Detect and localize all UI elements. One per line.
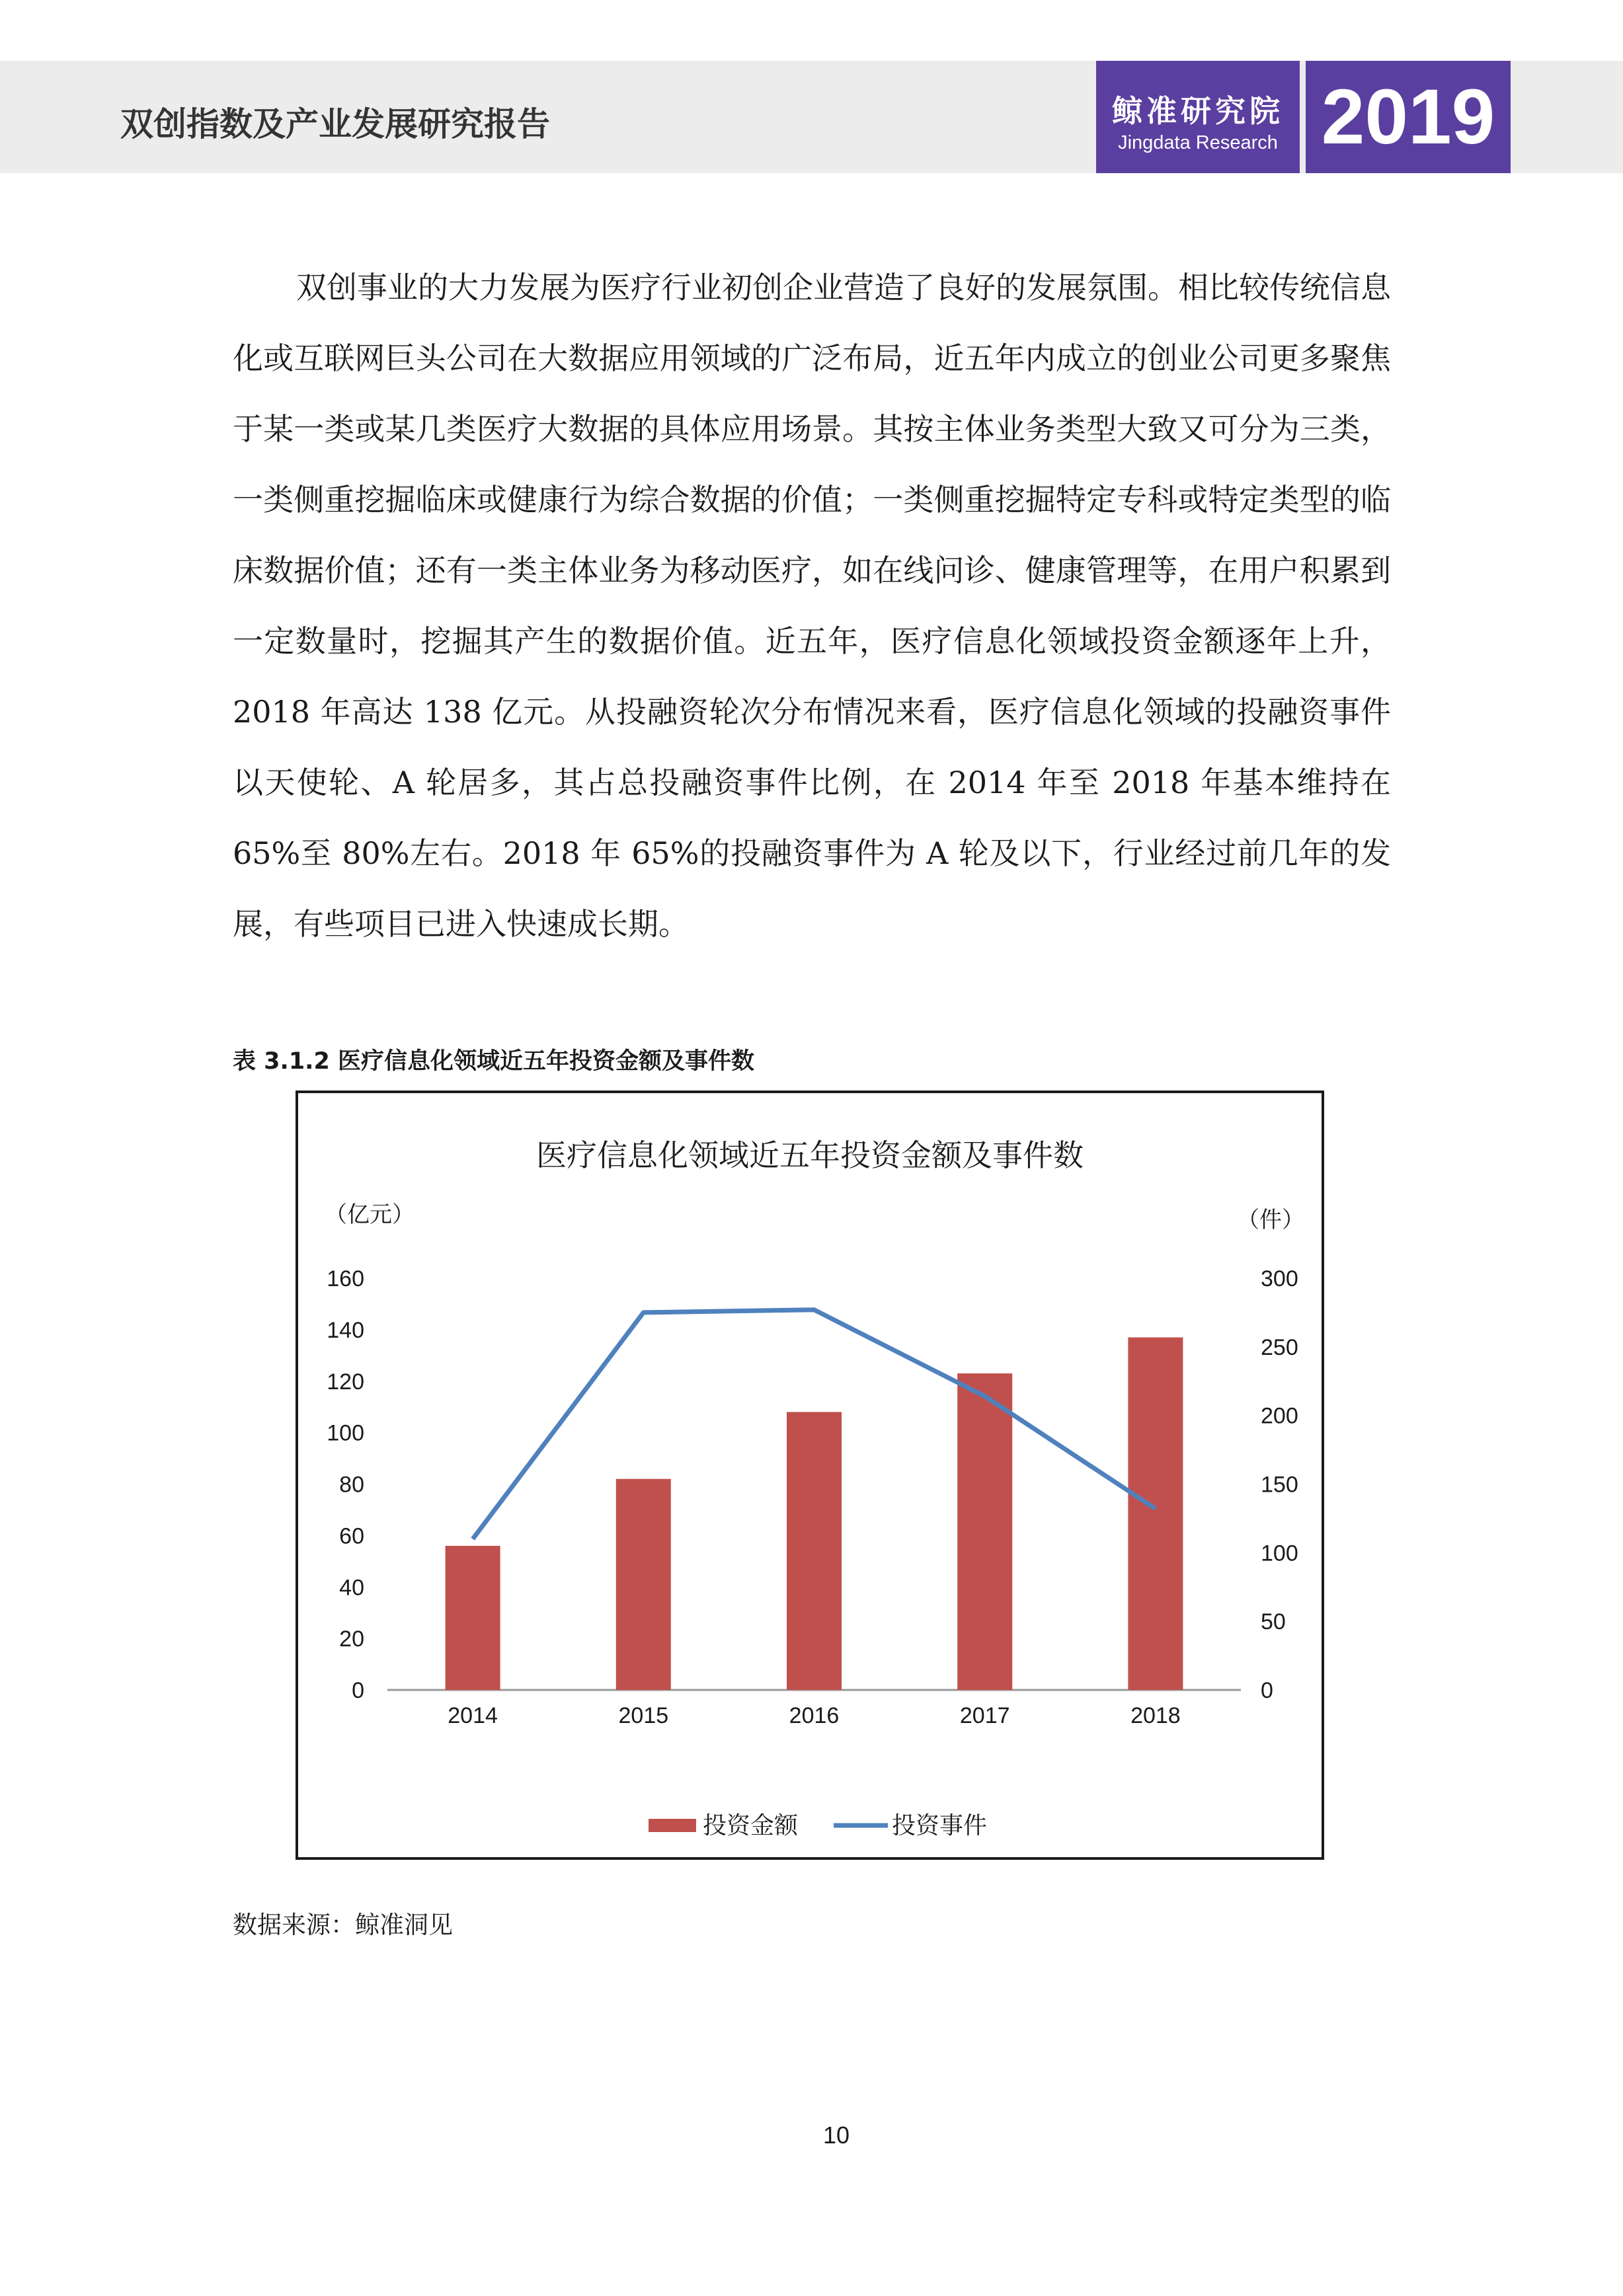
right-axis-tick: 200 (1261, 1403, 1298, 1429)
right-axis-tick: 300 (1261, 1266, 1298, 1291)
x-axis-tick: 2015 (618, 1703, 669, 1728)
left-axis-tick: 20 (339, 1626, 364, 1652)
legend-swatch-bar (649, 1819, 696, 1832)
left-axis-tick: 140 (327, 1317, 364, 1343)
x-axis-tick: 2017 (959, 1703, 1010, 1728)
x-axis-tick: 2018 (1130, 1703, 1181, 1728)
data-source: 数据来源：鲸准洞见 (233, 1911, 453, 1939)
left-axis-tick: 80 (339, 1472, 364, 1498)
chart-title: 医疗信息化领域近五年投资金额及事件数 (536, 1137, 1084, 1173)
right-axis-tick: 250 (1261, 1334, 1298, 1360)
left-axis-tick: 0 (352, 1678, 364, 1703)
figure-caption: 表 3.1.2 医疗信息化领域近五年投资金额及事件数 (233, 1048, 755, 1075)
combo-chart (298, 1093, 1322, 1857)
bar-investment-amount (957, 1373, 1012, 1690)
bar-investment-amount (787, 1412, 842, 1690)
bar-investment-amount (446, 1546, 500, 1690)
right-axis-tick: 100 (1261, 1541, 1298, 1566)
left-axis-tick: 60 (339, 1523, 364, 1549)
x-axis-tick: 2016 (789, 1703, 840, 1728)
page-number: 10 (822, 2122, 850, 2149)
bar-investment-amount (1128, 1338, 1183, 1690)
x-axis-tick: 2014 (448, 1703, 498, 1728)
legend-label-line: 投资事件 (892, 1812, 988, 1839)
right-axis-unit: （件） (1237, 1207, 1304, 1233)
report-title: 双创指数及产业发展研究报告 (120, 105, 550, 143)
left-axis-tick: 120 (327, 1369, 364, 1395)
right-axis-tick: 0 (1261, 1678, 1273, 1703)
body-paragraph: 双创事业的大力发展为医疗行业初创企业营造了良好的发展氛围。相比较传统信息化或互联网巨头公司在大数据应用领域的广泛布局，近五年内成立的创业公司更多聚焦于某一类或某几类医疗大数据的具体应用场景。其按主体业务类型大致又可分为三类，一类侧重挖掘临床或健康行为综合数据的价值；一类侧重挖掘特定专科或特定类型的临床数据价值；还有一类主体业务为移动医疗，如在线问诊、健康管理等，在用户积累到一定数量时，挖掘其产生的数据价值。近五年，医疗信息化领域投资金额逐年上升，2018 年高达 138 亿元。从投融资轮次分布情况来看，医疗信息化领域的投融资事件以天使轮、A 轮居多，其占总投融资事件比例，在 2014 年至 2018 年基本维持在 65%至 80%左右。2018 年 65%的投融资事件为 A 轮及以下，行业经过前几年的发展，有些项目已进入快速成长期。 (233, 270, 1391, 942)
year-badge: 2019 (1306, 61, 1511, 173)
right-axis-tick: 50 (1261, 1609, 1286, 1635)
brand-logo (1096, 61, 1300, 173)
right-axis-tick: 150 (1261, 1472, 1298, 1498)
left-axis-tick: 40 (339, 1575, 364, 1601)
brand-name-en: Jingdata Research (1118, 132, 1278, 153)
chart-frame (296, 1091, 1324, 1860)
bar-investment-amount (616, 1479, 671, 1690)
brand-name-cn: 鲸准研究院 (1112, 93, 1284, 129)
left-axis-tick: 160 (327, 1266, 364, 1291)
left-axis-unit: （亿元） (325, 1202, 415, 1228)
left-axis-tick: 100 (327, 1420, 364, 1446)
legend-label-bar: 投资金额 (703, 1812, 799, 1839)
